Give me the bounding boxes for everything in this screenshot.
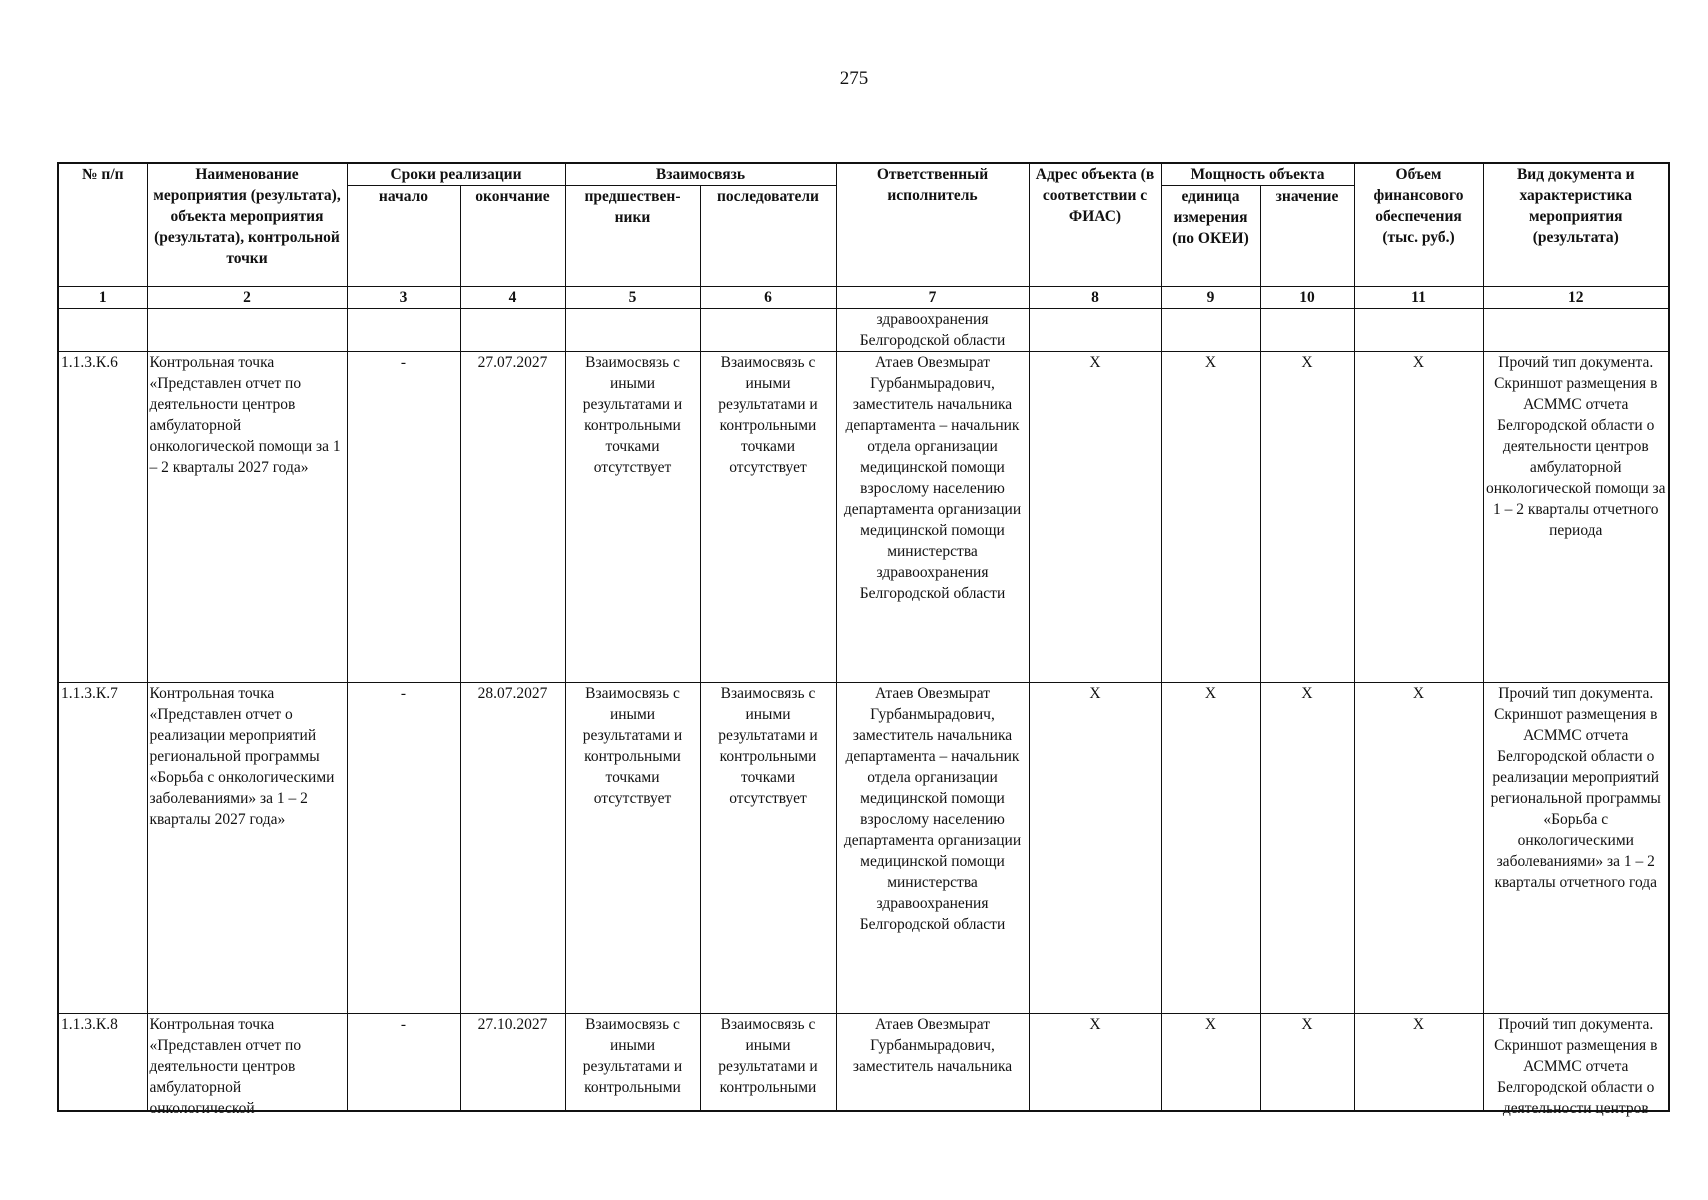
row-num: 1.1.3.К.8 [61, 1016, 118, 1033]
continuation-responsible: здравоохранения Белгородской области [836, 309, 1029, 352]
row-start: - [347, 352, 460, 683]
col-number: 5 [565, 287, 700, 309]
row-end: 28.07.2027 [460, 683, 565, 1014]
row-responsible: Атаев Овезмырат Гурбанмырадович, заместитель начальника департамента – начальник отдела организации медицинской помощи взрослому населению департамента организации медицинской помощи министерства здравоохранения Белгородской области [836, 352, 1029, 683]
header-address: Адрес объекта (в соответствии с ФИАС) [1029, 163, 1161, 287]
row-finance: X [1412, 1016, 1425, 1033]
header-unit: единица измерения (по ОКЕИ) [1161, 186, 1260, 287]
row-num: 1.1.3.К.7 [58, 683, 147, 1014]
row-unit: X [1204, 1016, 1217, 1033]
header-doc-type: Вид документа и характеристика мероприятия (результата) [1483, 163, 1669, 287]
row-address: X [1029, 683, 1161, 1014]
row-doc: Прочий тип документа. Скриншот размещения в АСММС отчета Белгородской области о деятельности центров [1494, 1016, 1658, 1117]
header-predecessors: предшествен-ники [565, 186, 700, 287]
col-number: 4 [460, 287, 565, 309]
continuation-row [58, 309, 1669, 352]
row-doc: Прочий тип документа. Скриншот размещения в АСММС отчета Белгородской области о реализации мероприятий региональной программы «Борьба с онкологическими заболеваниями» за 1 – 2 кварталы отчетного года [1483, 683, 1669, 1014]
col-number: 9 [1161, 287, 1260, 309]
col-number: 3 [347, 287, 460, 309]
header-relation: Взаимосвязь [565, 163, 836, 186]
row-successors: Взаимосвязь с иными результатами и контрольными точками отсутствует [700, 352, 836, 683]
row-name: Контрольная точка «Представлен отчет по деятельности центров амбулаторной онкологической помощи за 1 – 2 кварталы 2027 года» [147, 352, 347, 683]
row-num: 1.1.3.К.6 [58, 352, 147, 683]
header-terms: Сроки реализации [347, 163, 565, 186]
table-row [58, 352, 1669, 683]
row-finance: X [1354, 683, 1483, 1014]
row-successors: Взаимосвязь с иными результатами и контрольными [718, 1016, 818, 1096]
table-row [58, 1014, 1669, 1112]
row-start: - [400, 1016, 407, 1033]
row-successors: Взаимосвязь с иными результатами и контрольными точками отсутствует [700, 683, 836, 1014]
col-number: 11 [1354, 287, 1483, 309]
row-unit: X [1161, 683, 1260, 1014]
col-number: 6 [700, 287, 836, 309]
header-successors: последователи [700, 186, 836, 287]
header-responsible: Ответственный исполнитель [836, 163, 1029, 287]
row-address: X [1089, 1016, 1101, 1033]
row-predecessors: Взаимосвязь с иными результатами и контрольными точками отсутствует [565, 683, 700, 1014]
col-number: 10 [1260, 287, 1354, 309]
col-number: 12 [1483, 287, 1669, 309]
row-address: X [1029, 352, 1161, 683]
row-value: X [1260, 352, 1354, 683]
row-predecessors: Взаимосвязь с иными результатами и контрольными точками отсутствует [565, 352, 700, 683]
row-name: Контрольная точка «Представлен отчет о реализации мероприятий региональной программы «Борьба с онкологическими заболеваниями» за 1 – 2 кварталы 2027 года» [147, 683, 347, 1014]
row-end: 27.07.2027 [460, 352, 565, 683]
page-number: 275 [839, 68, 869, 89]
row-doc: Прочий тип документа. Скриншот размещения в АСММС отчета Белгородской области о деятельности центров амбулаторной онкологической помощи за 1 – 2 кварталы отчетного периода [1483, 352, 1669, 683]
row-name: Контрольная точка «Представлен отчет по деятельности центров амбулаторной онкологической [149, 1016, 302, 1117]
plan-table [57, 162, 1670, 1117]
header-capacity: Мощность объекта [1161, 163, 1354, 186]
row-responsible: Атаев Овезмырат Гурбанмырадович, заместитель начальника департамента – начальник отдела организации медицинской помощи взрослому населению департамента организации медицинской помощи министерства здравоохранения Белгородской области [836, 683, 1029, 1014]
row-end: 27.10.2027 [477, 1016, 548, 1033]
col-number: 8 [1029, 287, 1161, 309]
header-row [58, 163, 1669, 186]
row-value: X [1301, 1016, 1313, 1033]
header-end: окончание [460, 186, 565, 287]
row-responsible: Атаев Овезмырат Гурбанмырадович, заместитель начальника [852, 1016, 1013, 1075]
header-value: значение [1260, 186, 1354, 287]
header-start: начало [347, 186, 460, 287]
header-num: № п/п [58, 163, 147, 287]
header-finance: Объем финансового обеспечения (тыс. руб.) [1354, 163, 1483, 287]
col-number: 1 [58, 287, 147, 309]
table-row [58, 683, 1669, 1014]
row-start: - [347, 683, 460, 1014]
column-numbers-row [58, 287, 1669, 309]
row-unit: X [1161, 352, 1260, 683]
col-number: 7 [836, 287, 1029, 309]
col-number: 2 [147, 287, 347, 309]
row-predecessors: Взаимосвязь с иными результатами и контрольными [582, 1016, 683, 1096]
header-name: Наименование мероприятия (результата), объекта мероприятия (результата), контрольной точки [147, 163, 347, 287]
row-value: X [1260, 683, 1354, 1014]
row-finance: X [1354, 352, 1483, 683]
